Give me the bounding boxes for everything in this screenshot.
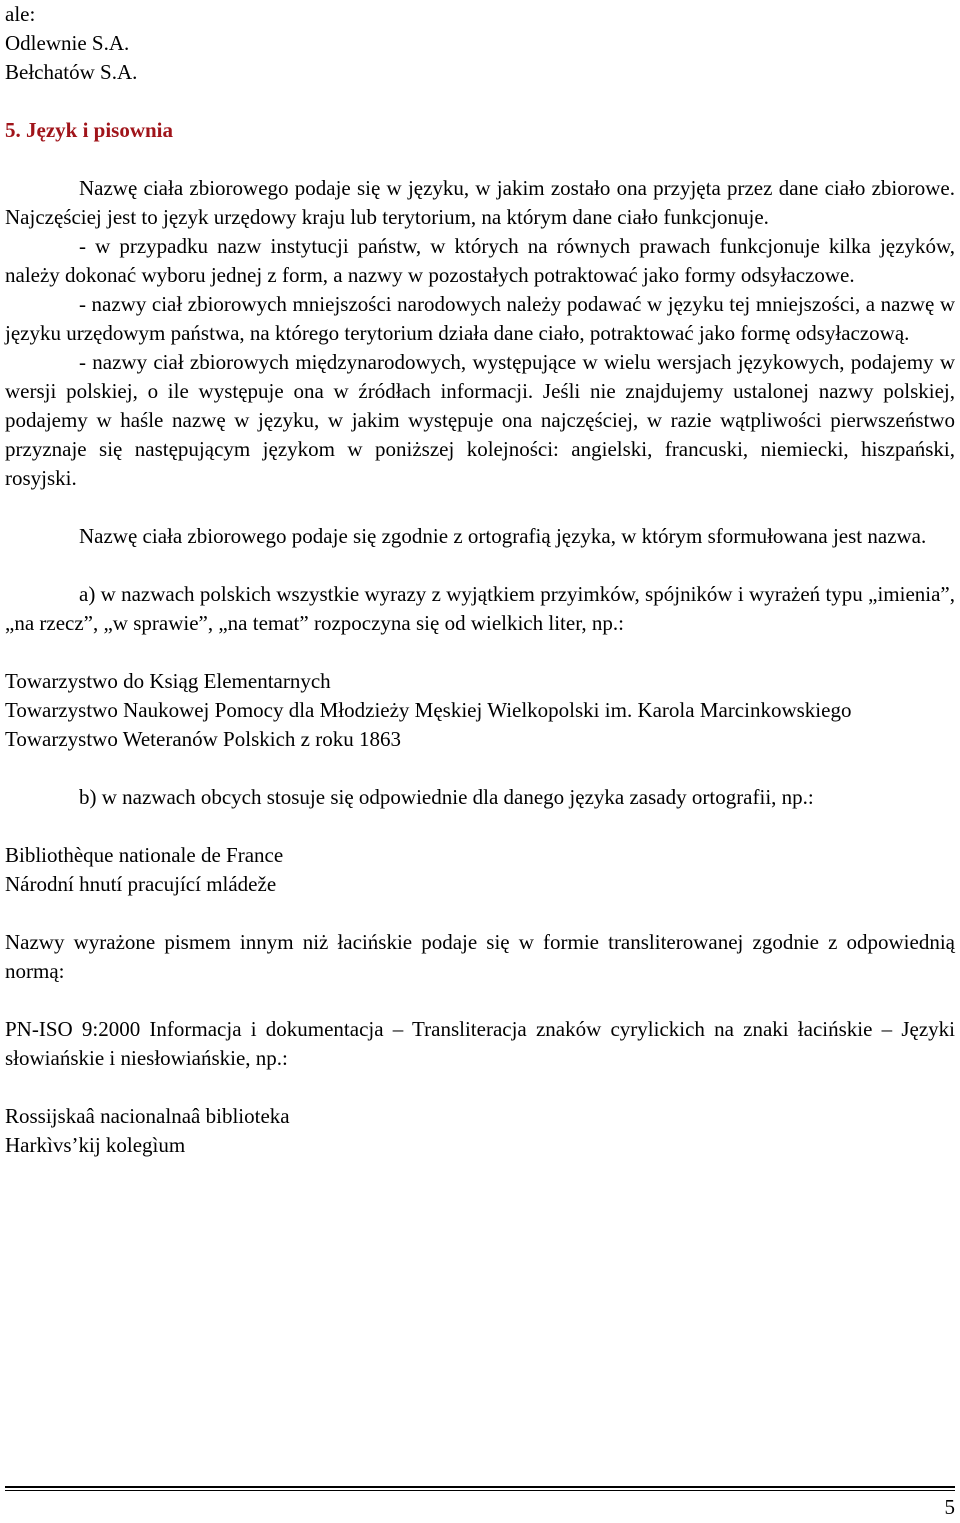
spacer bbox=[5, 899, 955, 928]
spacer bbox=[5, 812, 955, 841]
spacer bbox=[5, 1073, 955, 1102]
paragraph-minorities: - nazwy ciał zbiorowych mniejszości narodowych należy podawać w języku tej mniejszości, a nazwę w języku urzędowym państwa, na którego terytorium działa dane ciało, potraktować jako formę odsyłaczową. bbox=[5, 292, 955, 345]
example-polish-1: Towarzystwo do Ksiąg Elementarnych bbox=[5, 669, 331, 693]
paragraph-orthography: Nazwę ciała zbiorowego podaje się zgodnie z ortografią języka, w którym sformułowana jest nazwa. bbox=[79, 524, 927, 548]
spacer bbox=[5, 986, 955, 1015]
spacer bbox=[5, 754, 955, 783]
page-number: 5 bbox=[944, 1495, 955, 1519]
paragraph-foreign-names: b) w nazwach obcych stosuje się odpowiednie dla danego języka zasady ortografii, np.: bbox=[79, 785, 814, 809]
example-polish-2: Towarzystwo Naukowej Pomocy dla Młodzieży Męskiej Wielkopolski im. Karola Marcinkowskiego bbox=[5, 698, 852, 722]
spacer bbox=[5, 551, 955, 580]
section-heading: 5. Język i pisownia bbox=[5, 118, 174, 142]
intro-line-odlewnie: Odlewnie S.A. bbox=[5, 31, 130, 55]
example-translit-2: Harkìvs’kij kolegìum bbox=[5, 1133, 186, 1157]
intro-line-ale: ale: bbox=[5, 2, 36, 26]
intro-line-belchatow: Bełchatów S.A. bbox=[5, 60, 138, 84]
paragraph-polish-names: a) w nazwach polskich wszystkie wyrazy z wyjątkiem przyimków, spójników i wyrażeń typu „imienia”, „na rzecz”, „w sprawie”, „na temat” rozpoczyna się od wielkich liter, np.: bbox=[5, 582, 955, 635]
paragraph-international: - nazwy ciał zbiorowych międzynarodowych, występujące w wielu wersjach językowych, podajemy w wersji polskiej, o ile występuje ona w źródłach informacji. Jeśli nie znajdujemy ustalonej nazwy polskiej, podajemy w haśle nazwę w języku, w jakim występuje ona najczęściej, w razie wątpliwości pierwszeństwo przyznaje się następującym językom w poniższej kolejności: angielski, francuski, niemiecki, hiszpański, rosyjski. bbox=[5, 350, 955, 490]
paragraph-language-intro: Nazwę ciała zbiorowego podaje się w języku, w jakim zostało ona przyjęta przez dane ciało zbiorowe. Najczęściej jest to język urzędowy kraju lub terytorium, na którym dane ciało funkcjonuje. bbox=[5, 176, 955, 229]
example-foreign-1: Bibliothèque nationale de France bbox=[5, 843, 284, 867]
footer-divider-thin bbox=[5, 1490, 955, 1491]
paragraph-multilingual-states: - w przypadku nazw instytucji państw, w których na równych prawach funkcjonuje kilka języków, należy dokonać wyboru jednej z form, a nazwy w pozostałych potraktować jako formy odsyłaczowe. bbox=[5, 234, 955, 287]
spacer bbox=[5, 87, 955, 116]
paragraph-norm: PN-ISO 9:2000 Informacja i dokumentacja – Transliteracja znaków cyrylickich na znaki łacińskie – Języki słowiańskie i niesłowiańskie, np.: bbox=[5, 1017, 955, 1070]
document-page bbox=[5, 0, 955, 1160]
spacer bbox=[5, 145, 955, 174]
example-translit-1: Rossijskaâ nacionalnaâ biblioteka bbox=[5, 1104, 290, 1128]
spacer bbox=[5, 493, 955, 522]
spacer bbox=[5, 638, 955, 667]
footer-divider bbox=[5, 1486, 955, 1488]
paragraph-transliteration: Nazwy wyrażone pismem innym niż łacińskie podaje się w formie transliterowanej zgodnie z odpowiednią normą: bbox=[5, 930, 955, 983]
example-foreign-2: Národní hnutí pracující mládeže bbox=[5, 872, 277, 896]
example-polish-3: Towarzystwo Weteranów Polskich z roku 1863 bbox=[5, 727, 401, 751]
